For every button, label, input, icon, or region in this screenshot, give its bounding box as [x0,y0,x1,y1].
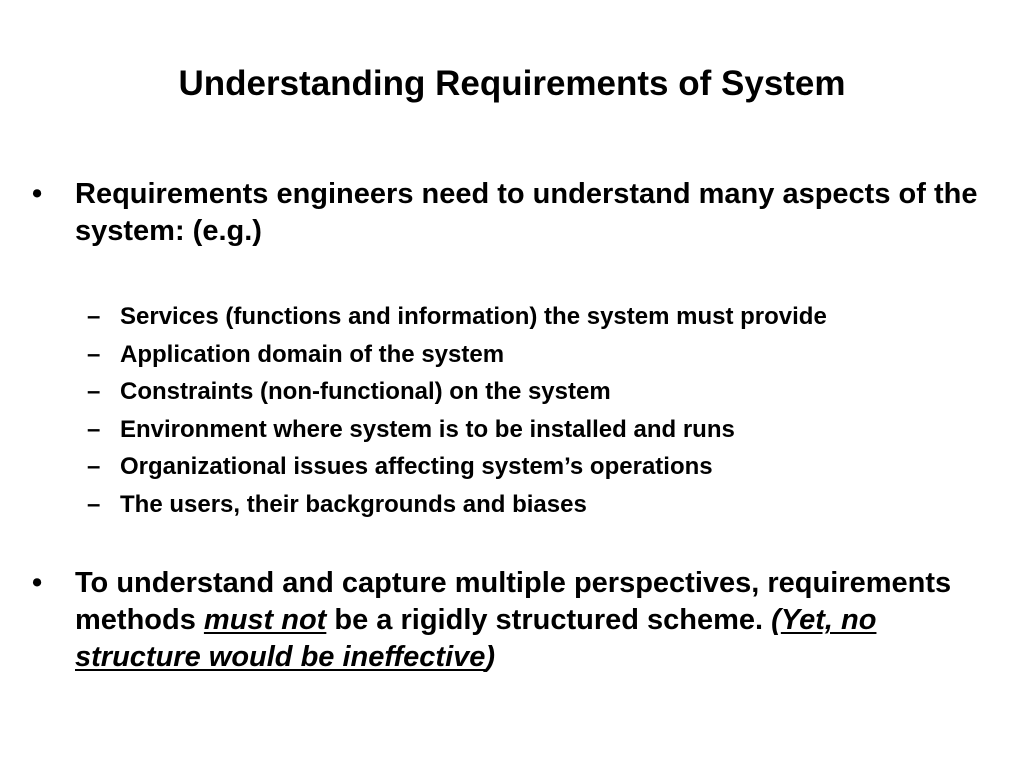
slide-title: Understanding Requirements of System [178,64,846,103]
sub-bullet-text: The users, their backgrounds and biases [120,490,587,518]
emphasis-note: Yet, no structure would be ineffective [75,604,877,673]
sub-bullet-item [87,448,987,486]
bullet-text-part-1: To understand and capture multiple perspectives, requirements methods [75,567,952,636]
bullet-text: Requirements engineers need to understand many aspects of the system: (e.g.) [75,178,978,247]
dash-marker: – [87,303,101,330]
paren-open: ( [771,604,781,636]
bullet-text [75,565,992,676]
sub-bullet-item [87,373,987,411]
sub-bullet-list [87,298,987,524]
sub-bullet-text: Constraints (non-functional) on the system [120,378,611,406]
bullet-item-1 [32,176,992,250]
sub-bullet-item [87,336,987,374]
dash-marker: – [87,453,101,481]
dash-marker: – [87,340,101,368]
paren-close: ) [485,641,496,673]
bullet-item-2 [32,565,992,676]
sub-bullet-text: Application domain of the system [120,340,505,368]
sub-bullet-text: Services (functions and information) the system must provide [120,303,827,330]
bullet-marker: • [32,567,43,599]
bullet-text-part-2: be a rigidly structured scheme. [326,604,772,636]
sub-bullet-item [87,486,987,524]
sub-bullet-text: Environment where system is to be installed and runs [120,415,735,443]
sub-bullet-item [87,411,987,449]
sub-bullet-text: Organizational issues affecting system’s operations [120,453,713,481]
bullet-marker: • [32,178,43,210]
sub-bullet-item [87,298,987,336]
dash-marker: – [87,415,101,443]
dash-marker: – [87,378,101,406]
emphasis-must-not: must not [203,604,327,636]
dash-marker: – [87,490,101,518]
